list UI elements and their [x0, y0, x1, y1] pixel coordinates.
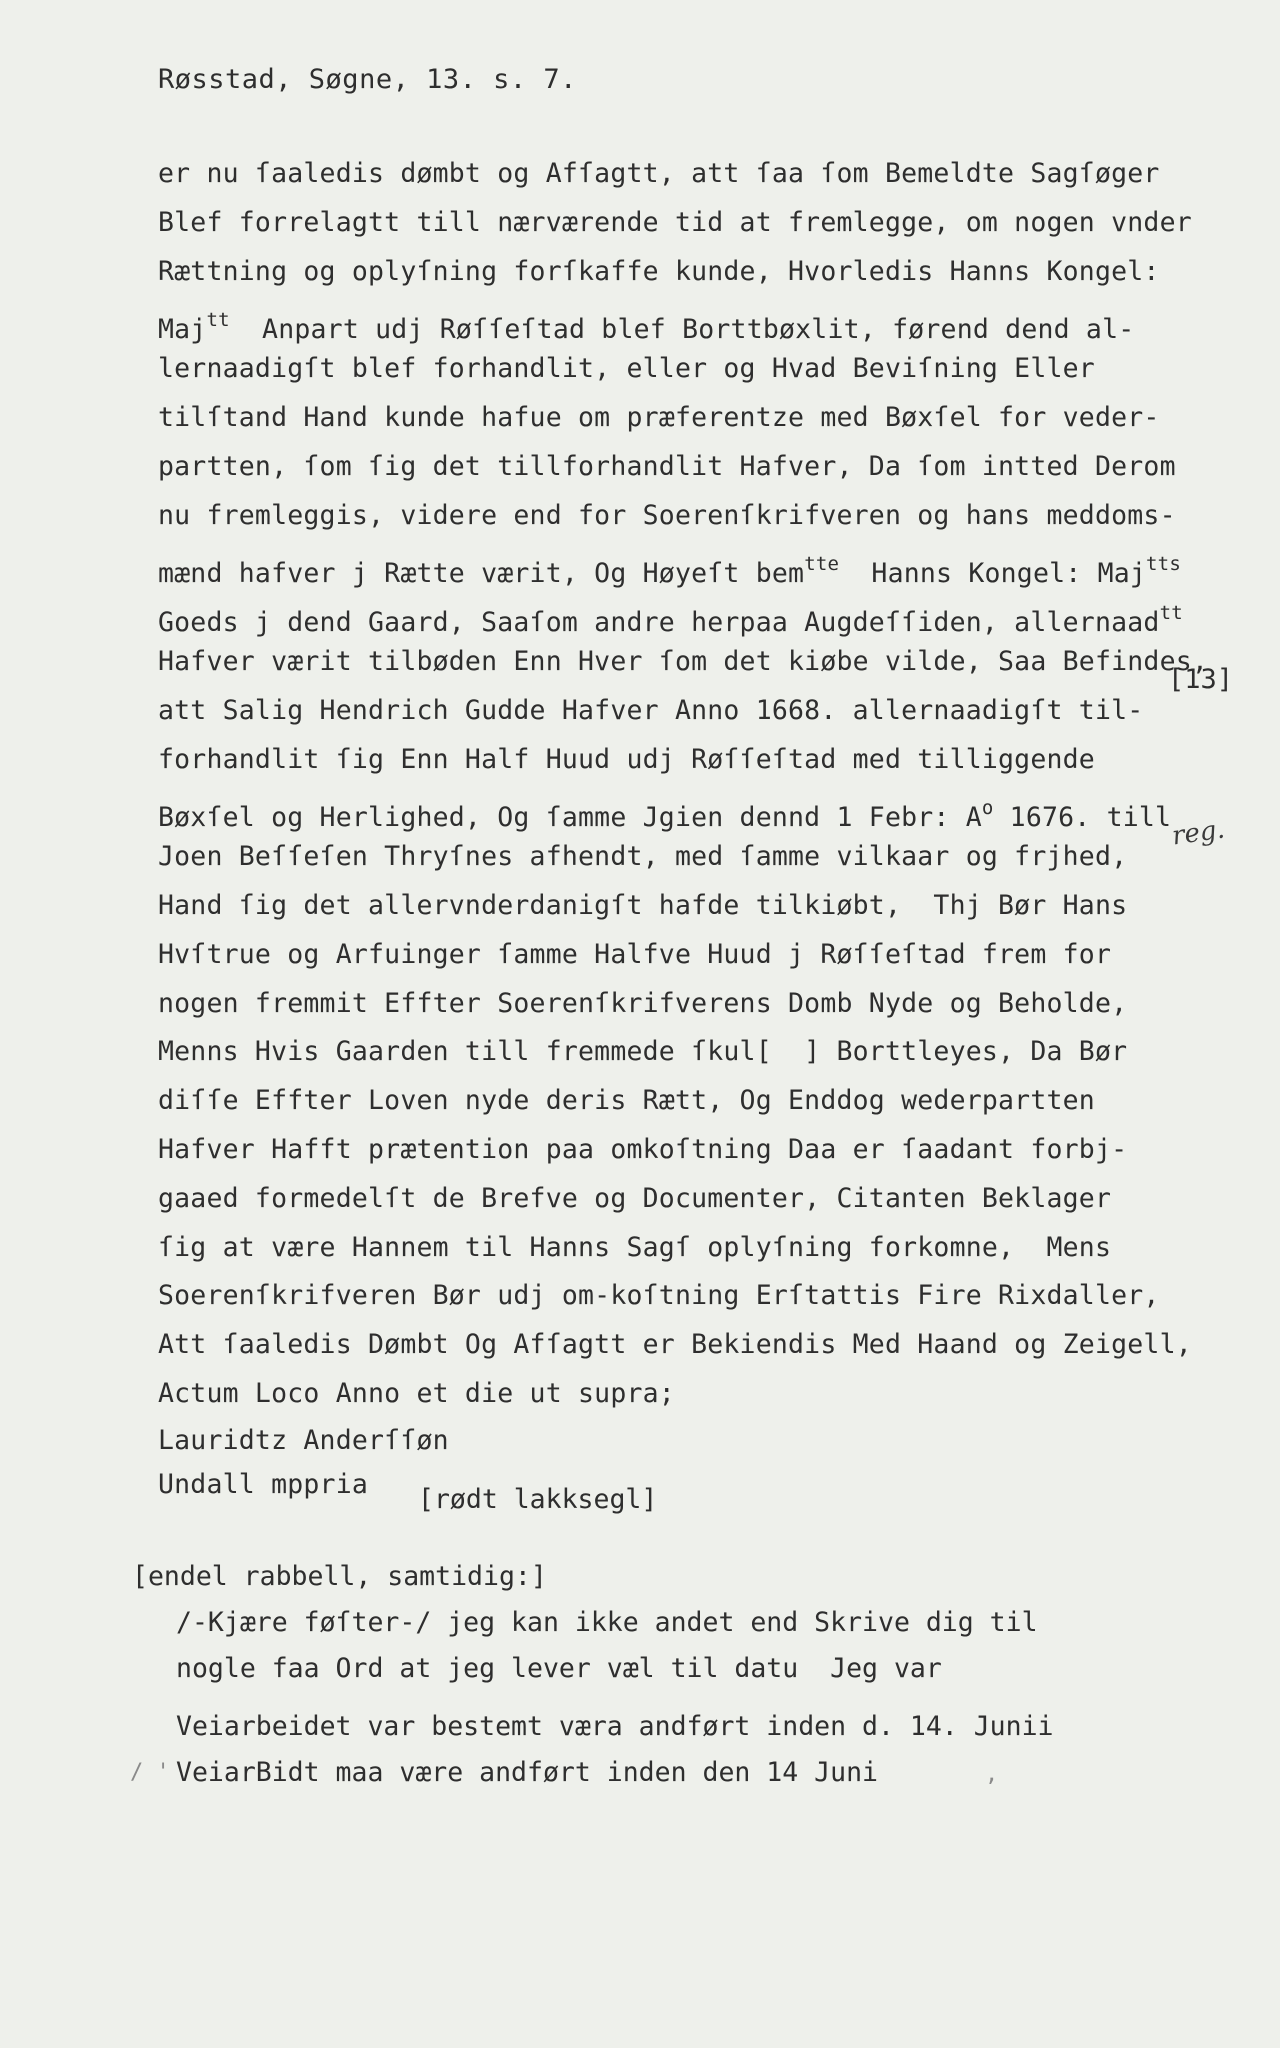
- seal-note: [rødt lakksegl]: [418, 1484, 658, 1515]
- text-fragment: Maj: [158, 314, 207, 346]
- text-fragment: Hanns Kongel: Maj: [839, 558, 1147, 590]
- superscript: tt: [206, 309, 230, 332]
- text-line: nu fremleggis, videre end for Soerenſkrifveren og hans meddoms-: [158, 499, 1176, 531]
- text-line: er nu ſaaledis dømbt og Afſagtt, att ſaa ſom Bemeldte Sagſøger: [158, 158, 1160, 189]
- postscript-line: VeiarBidt maa være andført inden den 14 Juni: [176, 1757, 878, 1788]
- text-line: [158, 589, 1183, 639]
- text-line: [158, 784, 1172, 834]
- text-line: gaaed formedelſt de Brefve og Documenter, Citanten Beklager: [158, 1182, 1112, 1214]
- text-line: Rættning og oplyſning forſkaffe kunde, Hvorledis Hanns Kongel:: [158, 255, 1160, 287]
- superscript: tt: [1159, 602, 1183, 625]
- text-line: [158, 296, 1138, 345]
- text-line: Hvſtrue og Arfuinger ſamme Halfve Huud j Røſſeſtad frem for: [158, 938, 1112, 970]
- text-line: Hafver værit tilbøden Enn Hver ſom det kiøbe vilde, Saa Befindes,: [158, 645, 1209, 677]
- text-line: Blef forrelagtt till nærværende tid at fremlegge, om nogen vnder: [158, 206, 1192, 238]
- text-fragment: mænd hafver j Rætte værit, Og Høyeſt bem: [158, 558, 805, 590]
- text-fragment: 1676. till: [993, 802, 1172, 834]
- text-line: Hand ſig det allervnderdanigſt hafde tilkiøbt, Thj Bør Hans: [158, 889, 1128, 921]
- postscript-line: nogle faa Ord at jeg lever væl til datu Jeg var: [176, 1653, 942, 1684]
- text-line: diſſe Effter Loven nyde deris Rætt, Og Enddog wederpartten: [158, 1085, 1095, 1117]
- text-line: ſig at være Hannem til Hanns Sagſ oplyſning forkomne, Mens: [158, 1231, 1112, 1263]
- text-line: partten, ſom ſig det tillforhandlit Hafver, Da ſom intted Derom: [158, 450, 1176, 482]
- text-line: Actum Loco Anno et die ut supra;: [158, 1377, 675, 1409]
- text-fragment: Anpart udj Røſſeſtad blef Borttbøxlit, førend dend al-: [229, 314, 1135, 346]
- margin-page-number: [13]: [1168, 664, 1234, 695]
- superscript: o: [981, 797, 994, 820]
- text-fragment: Goeds j dend Gaard, Saaſom andre herpaa Augdeſſiden, allernaad: [158, 607, 1160, 639]
- text-line: Menns Hvis Gaarden till fremmede ſkul[ ] Borttleyes, Da Bør: [158, 1036, 1128, 1068]
- margin-annotation: reg.: [1170, 814, 1227, 852]
- text-line: Soerenſkrifveren Bør udj om-koſtning Erſtattis Fire Rixdaller,: [158, 1280, 1160, 1312]
- text-line: nogen fremmit Effter Soerenſkrifverens Domb Nyde og Beholde,: [158, 987, 1128, 1019]
- superscript: tts: [1146, 553, 1181, 576]
- text-line: Att ſaaledis Dømbt Og Afſagtt er Bekiendis Med Haand og Zeigell,: [158, 1329, 1192, 1361]
- postscript-block: [132, 1554, 1132, 1796]
- text-fragment: Bøxſel og Herlighed, Og ſamme Jgien dennd 1 Febr: A: [158, 802, 982, 834]
- page-header: Røsstad, Søgne, 13. s. 7.: [158, 64, 577, 95]
- signature-line: Lauridtz Anderſſøn: [158, 1424, 449, 1456]
- postscript-line: /-Kjære føſter-/ jeg kan ikke andet end Skrive dig til: [176, 1607, 1038, 1638]
- text-line: [158, 540, 1181, 590]
- postscript-line: Veiarbeidet var bestemt væra andført inden d. 14. Junii: [176, 1711, 1054, 1742]
- pencil-tick-mark: / ': [130, 1760, 170, 1785]
- text-line: forhandlit ſig Enn Half Huud udj Røſſeſtad med tilliggende: [158, 743, 1095, 775]
- text-line: att Salig Hendrich Gudde Hafver Anno 1668. allernaadigſt til-: [158, 694, 1144, 726]
- text-line: Joen Beſſeſen Thryſnes afhendt, med ſamme vilkaar og frjhed,: [158, 841, 1128, 873]
- text-line: Hafver Hafft prætention paa omkoſtning Daa er ſaadant forbj-: [158, 1133, 1128, 1165]
- pencil-tick-mark: ,: [985, 1762, 999, 1787]
- superscript: tte: [804, 553, 840, 576]
- text-line: lernaadigſt blef forhandlit, eller og Hvad Beviſning Eller: [158, 353, 1095, 385]
- text-line: tilſtand Hand kunde hafue om præferentze med Bøxſel for veder-: [158, 401, 1160, 433]
- postscript-note: [endel rabbell, samtidig:]: [132, 1561, 547, 1592]
- signature-line: Undall mppria: [158, 1468, 369, 1500]
